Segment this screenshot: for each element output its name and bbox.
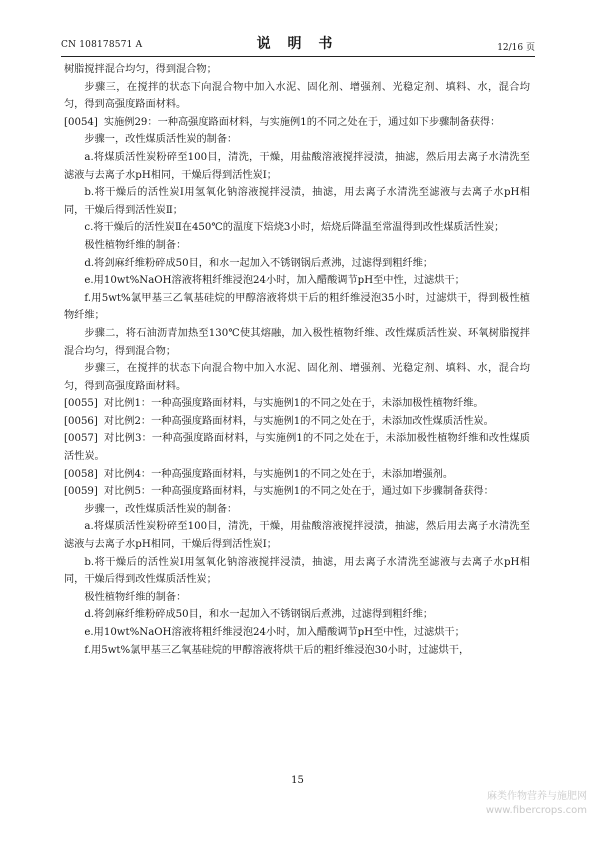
- paragraph-text: f.用5wt%氯甲基三乙氧基硅烷的甲醇溶液将烘干后的粗纤维浸泡30小时，过滤烘干，: [84, 644, 470, 656]
- paragraph-text: f.用5wt%氯甲基三乙氧基硅烷的甲醇溶液将烘干后的粗纤维浸泡35小时，过滤烘干，得到极性植物纤维；: [64, 292, 530, 322]
- paragraph-text: 极性植物纤维的制备：: [84, 239, 187, 251]
- body-paragraph: [64, 606, 530, 624]
- body-paragraph: [64, 518, 530, 553]
- paragraph-number: [0057]: [64, 433, 98, 445]
- body-paragraph: [64, 589, 530, 607]
- paragraph-text: 极性植物纤维的制备：: [84, 591, 187, 603]
- body-paragraph: [64, 501, 530, 519]
- paragraph-text: 步骤三，在搅拌的状态下向混合物中加入水泥、固化剂、增强剂、光稳定剂、填料、水，混合均匀，得到高强度路面材料。: [64, 81, 530, 111]
- body-paragraph: [64, 642, 530, 660]
- paragraph-text: 对比例5：一种高强度路面材料，与实施例1的不同之处在于，通过如下步骤制备获得：: [103, 486, 494, 498]
- paragraph-text: e.用10wt%NaOH溶液将粗纤维浸泡24小时，加入醋酸调节pH至中性，过滤烘干；: [84, 627, 465, 638]
- body-paragraph: [64, 255, 530, 273]
- header-divider: [61, 56, 535, 57]
- body-paragraph: [64, 149, 530, 184]
- paragraph-text: c.将干燥后的活性炭Ⅱ在450℃的温度下焙烧3小时，焙烧后降温至常温得到改性煤质活性炭；: [84, 222, 505, 234]
- body-paragraph: [64, 184, 530, 219]
- watermark: [452, 790, 587, 818]
- document-body: [64, 61, 530, 659]
- numbered-paragraph: [64, 466, 530, 484]
- paragraph-number: [0055]: [64, 398, 98, 410]
- page-title: 说 明 书: [256, 36, 339, 52]
- body-paragraph: [64, 624, 530, 642]
- paragraph-text: 实施例29：一种高强度路面材料，与实施例1的不同之处在于，通过如下步骤制备获得：: [103, 116, 501, 128]
- body-paragraph: [64, 554, 530, 589]
- paragraph-text: 步骤一，改性煤质活性炭的制备：: [84, 503, 238, 515]
- paragraph-number: [0058]: [64, 468, 98, 480]
- paragraph-text: d.将剑麻纤维粉碎成50目，和水一起加入不锈钢锅后煮沸，过滤得到粗纤维；: [84, 609, 434, 621]
- paragraph-text: 步骤三，在搅拌的状态下向混合物中加入水泥、固化剂、增强剂、光稳定剂、填料、水，混合均匀，得到高强度路面材料。: [64, 363, 530, 392]
- paragraph-text: b.将干燥后的活性炭Ⅰ用氢氧化钠溶液搅拌浸渍，抽滤，用去离子水清洗至滤液与去离子水pH相同，干燥后得到活性炭Ⅱ；: [64, 187, 530, 216]
- paragraph-text: d.将剑麻纤维粉碎成50目，和水一起加入不锈钢锅后煮沸，过滤得到粗纤维；: [84, 257, 434, 269]
- body-paragraph: [64, 79, 530, 114]
- body-paragraph: [64, 61, 530, 79]
- numbered-paragraph: [64, 395, 530, 413]
- paragraph-text: b.将干燥后的活性炭Ⅰ用氢氧化钠溶液搅拌浸渍，抽滤，用去离子水清洗至滤液与去离子水pH相同，干燥后得到改性煤质活性炭；: [64, 556, 530, 586]
- paragraph-number: [0056]: [64, 415, 98, 427]
- paragraph-text: 树脂搅拌混合均匀，得到混合物；: [64, 64, 217, 75]
- page-number: 15: [291, 775, 304, 786]
- paragraph-text: 对比例1：一种高强度路面材料，与实施例1的不同之处在于，未添加极性植物纤维。: [103, 398, 484, 410]
- body-paragraph: [64, 272, 530, 290]
- paragraph-number: [0059]: [64, 486, 98, 498]
- paragraph-text: 对比例3：一种高强度路面材料，与实施例1的不同之处在于，未添加极性植物纤维和改性煤质活性炭。: [64, 433, 530, 463]
- paragraph-text: 步骤一，改性煤质活性炭的制备：: [84, 134, 238, 146]
- numbered-paragraph: [64, 483, 530, 501]
- page-header: [0, 0, 595, 60]
- paragraph-text: a.将煤质活性炭粉碎至100目，清洗，干燥，用盐酸溶液搅拌浸渍，抽滤，然后用去离子水清洗至滤液与去离子水pH相同，干燥后得到活性炭Ⅰ；: [64, 151, 530, 181]
- body-paragraph: [64, 219, 530, 237]
- watermark-name: 麻类作物营养与施肥网: [487, 791, 587, 802]
- paragraph-text: 对比例2：一种高强度路面材料，与实施例1的不同之处在于，未添加改性煤质活性炭。: [103, 415, 494, 427]
- paragraph-text: a.将煤质活性炭粉碎至100目，清洗，干燥，用盐酸溶液搅拌浸渍，抽滤，然后用去离子水清洗至滤液与去离子水pH相同，干燥后得到活性炭Ⅰ；: [64, 521, 530, 551]
- watermark-url: www.fibercrops.com: [485, 805, 587, 816]
- numbered-paragraph: [64, 413, 530, 431]
- body-paragraph: [64, 237, 530, 255]
- body-paragraph: [64, 131, 530, 149]
- document-number: CN 108178571 A: [61, 40, 143, 50]
- body-paragraph: [64, 325, 530, 360]
- paragraph-text: 对比例4：一种高强度路面材料，与实施例1的不同之处在于，未添加增强剂。: [103, 468, 454, 480]
- page-indicator: 12/16 页: [497, 43, 535, 53]
- numbered-paragraph: [64, 430, 530, 465]
- numbered-paragraph: [64, 114, 530, 132]
- paragraph-number: [0054]: [64, 116, 98, 128]
- body-paragraph: [64, 360, 530, 395]
- body-paragraph: [64, 290, 530, 325]
- paragraph-text: e.用10wt%NaOH溶液将粗纤维浸泡24小时，加入醋酸调节pH至中性，过滤烘干；: [84, 275, 465, 287]
- paragraph-text: 步骤二，将石油沥青加热至130℃使其熔融，加入极性植物纤维、改性煤质活性炭、环氧树脂搅拌混合均匀，得到混合物；: [64, 327, 530, 357]
